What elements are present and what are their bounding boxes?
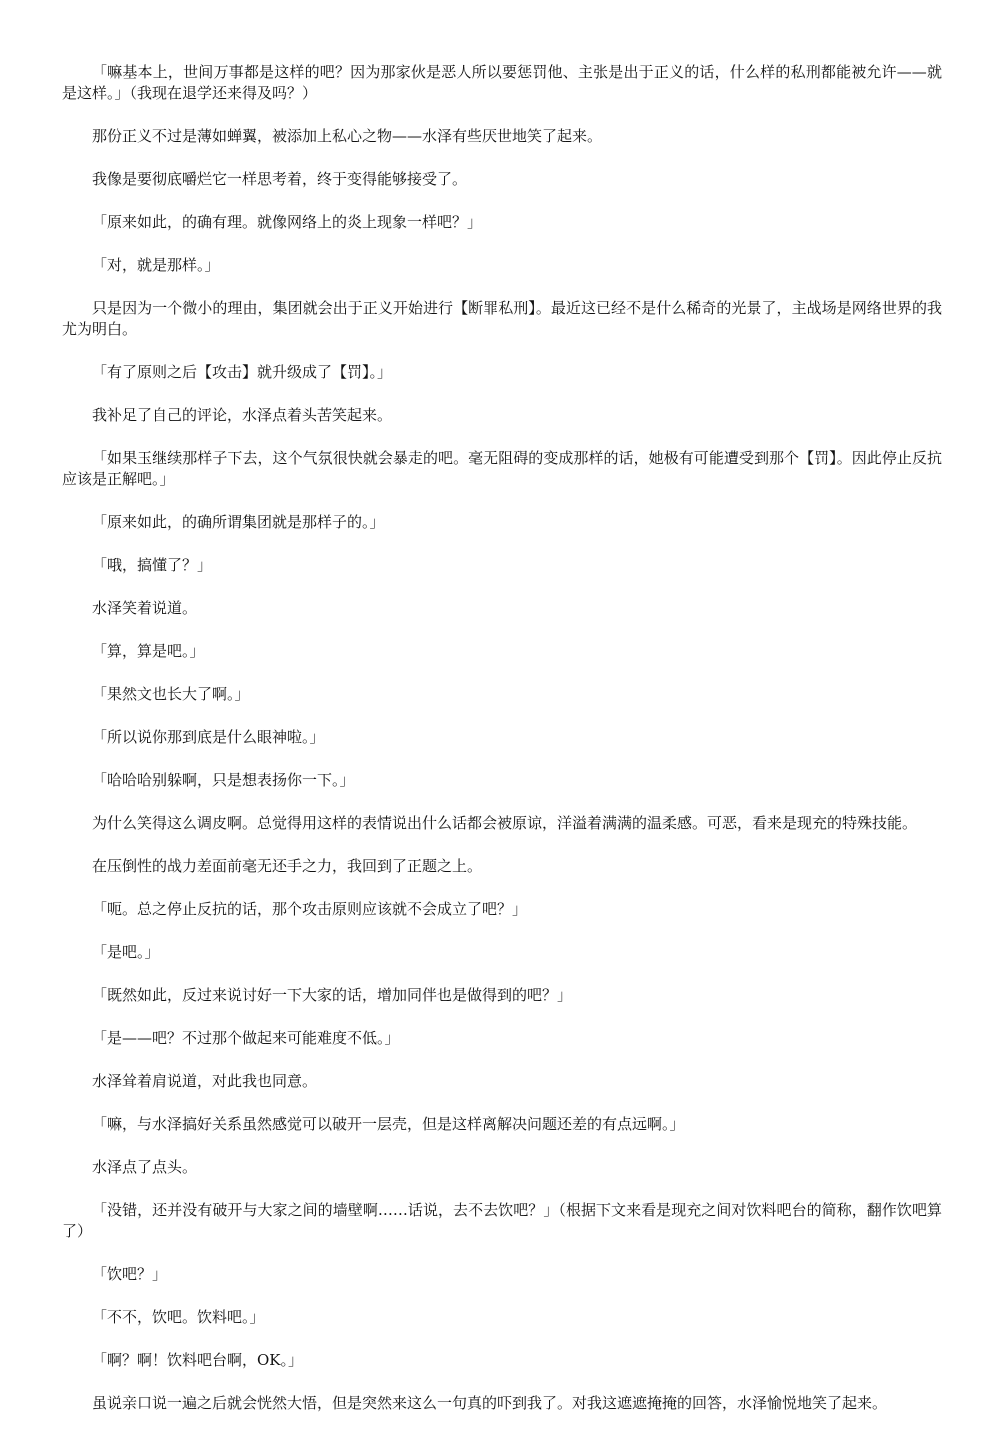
paragraph: 水泽点了点头。: [92, 1158, 198, 1176]
paragraph: 「有了原则之后【攻击】就升级成了【罚】。」: [92, 363, 393, 381]
text-column: [62, 62, 942, 1436]
paragraph: 「算，算是吧。」: [92, 642, 205, 660]
paragraph: 「所以说你那到底是什么眼神啦。」: [92, 728, 325, 746]
paragraph: 「哈哈哈别躲啊，只是想表扬你一下。」: [92, 771, 355, 789]
paragraph: 「没错，还并没有破开与大家之间的墙壁啊……话说，去不去饮吧？」（根据下文来看是现充之间对饮料吧台的简称，翻作饮吧算了）: [62, 1201, 942, 1240]
paragraph: 「呃。总之停止反抗的话，那个攻击原则应该就不会成立了吧？」: [92, 900, 528, 918]
paragraph: 「既然如此，反过来说讨好一下大家的话，增加同伴也是做得到的吧？」: [92, 986, 573, 1004]
paragraph: 只是因为一个微小的理由，集团就会出于正义开始进行【断罪私刑】。最近这已经不是什么稀奇的光景了，主战场是网络世界的我尤为明白。: [62, 299, 942, 338]
paragraph: 「如果玉继续那样子下去，这个气氛很快就会暴走的吧。毫无阻碍的变成那样的话，她极有可能遭受到那个【罚】。因此停止反抗应该是正解吧。」: [62, 449, 942, 488]
paragraph: 我补足了自己的评论，水泽点着头苦笑起来。: [92, 406, 393, 424]
paragraph: 「嘛基本上，世间万事都是这样的吧？因为那家伙是恶人所以要惩罚他、主张是出于正义的话，什么样的私刑都能被允许——就是这样。」（我现在退学还来得及吗？）: [62, 63, 942, 102]
paragraph: 「饮吧？」: [92, 1265, 168, 1283]
paragraph: 「哦，搞懂了？」: [92, 556, 213, 574]
paragraph: 「对，就是那样。」: [92, 256, 220, 274]
paragraph: 「是吧。」: [92, 943, 160, 961]
paragraph: 水泽耸着肩说道，对此我也同意。: [92, 1072, 318, 1090]
paragraph: 「嘛，与水泽搞好关系虽然感觉可以破开一层壳，但是这样离解决问题还差的有点远啊。」: [92, 1115, 685, 1133]
paragraph: 虽说亲口说一遍之后就会恍然大悟，但是突然来这么一句真的吓到我了。对我这遮遮掩掩的回答，水泽愉悦地笑了起来。: [92, 1394, 888, 1412]
paragraph: 「果然文也长大了啊。」: [92, 685, 250, 703]
paragraph: 「啊？啊！饮料吧台啊，OK。」: [92, 1351, 304, 1369]
paragraph: 「原来如此，的确有理。就像网络上的炎上现象一样吧？」: [92, 213, 483, 231]
paragraph: 「原来如此，的确所谓集团就是那样子的。」: [92, 513, 385, 531]
paragraph: 我像是要彻底嚼烂它一样思考着，终于变得能够接受了。: [92, 170, 468, 188]
paragraph: 在压倒性的战力差面前毫无还手之力，我回到了正题之上。: [92, 857, 483, 875]
paragraph: 为什么笑得这么调皮啊。总觉得用这样的表情说出什么话都会被原谅，洋溢着满满的温柔感。可恶，看来是现充的特殊技能。: [92, 814, 918, 832]
paragraph: 「不不，饮吧。饮料吧。」: [92, 1308, 265, 1326]
paragraph: 那份正义不过是薄如蝉翼，被添加上私心之物——水泽有些厌世地笑了起来。: [92, 127, 603, 145]
paragraph: 水泽笑着说道。: [92, 599, 198, 617]
paragraph: 「是——吧？不过那个做起来可能难度不低。」: [92, 1029, 400, 1047]
